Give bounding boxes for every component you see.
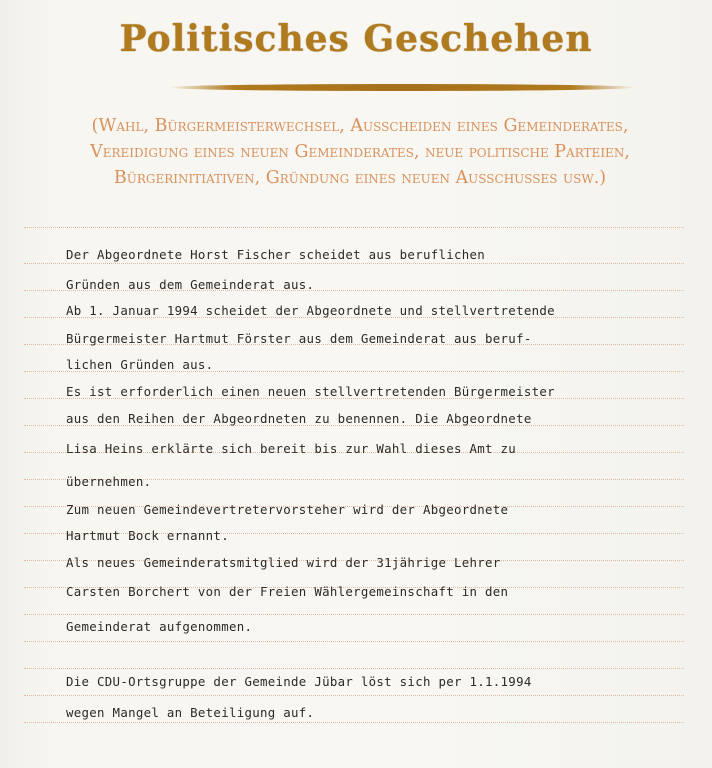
text-line: Gründen aus dem Gemeinderat aus. [66,277,315,292]
text-line: aus den Reihen der Abgeordneten zu benennen. Die Abgeordnete [66,411,532,426]
subtitle-line: Vereidigung eines neuen Gemeinderates, neue politische Parteien, [90,142,630,162]
text-line: Lisa Heins erklärte sich bereit bis zur Wahl dieses Amt zu [66,441,517,456]
text-line: Ab 1. Januar 1994 scheidet der Abgeordnete und stellvertretende [66,303,555,318]
text-line: wegen Mangel an Beteiligung auf. [66,705,315,720]
ruled-line [24,614,684,615]
ruled-line [24,668,684,669]
text-line: übernehmen. [66,474,152,489]
ruled-line [24,263,684,264]
text-line: Der Abgeordnete Horst Fischer scheidet aus beruflichen [66,247,486,262]
text-line: lichen Gründen aus. [66,357,214,372]
text-line: Als neues Gemeinderatsmitglied wird der 31jährige Lehrer [66,555,501,570]
subtitle-line: (Wahl, Bürgermeisterwechsel, Ausscheiden eines Gemeinderates, [91,116,629,136]
text-line: Hartmut Bock ernannt. [66,528,229,543]
subtitle-line: Bürgerinitiativen, Gründung eines neuen Ausschusses usw.) [113,168,607,188]
text-line: Carsten Borchert von der Freien Wählergemeinschaft in den [66,584,509,599]
page-title: Politisches Geschehen [119,18,593,60]
text-line: Die CDU-Ortsgruppe der Gemeinde Jübar löst sich per 1.1.1994 [66,674,532,689]
text-line: Zum neuen Gemeindevertretervorsteher wird der Abgeordnete [66,502,509,517]
ruled-line [24,641,684,642]
text-line: Es ist erforderlich einen neuen stellvertretenden Bürgermeister [66,384,555,399]
ruled-line [24,722,684,723]
title-ornament-rule [168,84,636,91]
ruled-line [24,695,684,696]
text-line: Bürgermeister Hartmut Förster aus dem Gemeinderat aus beruf- [66,331,532,346]
text-line: Gemeinderat aufgenommen. [66,619,253,634]
ruled-line [24,227,684,228]
page-subtitle [10,113,710,191]
